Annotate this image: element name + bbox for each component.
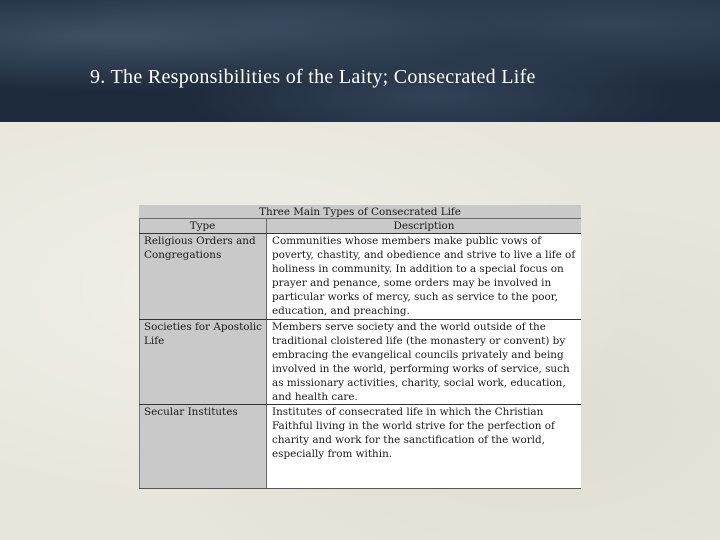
- row-2-description: Members serve society and the world outside of the traditional cloistered life (the monastery or convent) by embracing the evangelical councils privately and being involved in the world, performing works of service, such as missionary activities, charity, social work, education, and health care.: [272, 321, 570, 403]
- row-1-description: Communities whose members make public vows of poverty, chastity, and obedience and strive to live a life of holiness in community. In addition to a special focus on prayer and penance, some orders may be involved in particular works of mercy, such as service to the poor, education, and preaching.: [272, 235, 576, 317]
- row-1-type: Religious Orders and Congregations: [144, 235, 256, 261]
- slide-title: 9. The Responsibilities of the Laity; Consecrated Life: [90, 66, 536, 88]
- row-3-description: Institutes of consecrated life in which the Christian Faithful living in the world strive for the perfection of charity and work for the sanctification of the world, especially from within.: [272, 406, 555, 460]
- table-bottom-border: [139, 488, 581, 489]
- row-2-type: Societies for Apostolic Life: [144, 321, 262, 347]
- row-3-type: Secular Institutes: [144, 406, 238, 418]
- column-header-description: Description: [267, 219, 581, 233]
- table-header-row: [139, 219, 581, 234]
- column-header-type: Type: [189, 220, 216, 232]
- consecrated-life-table: [139, 205, 581, 489]
- table-left-border: [139, 205, 140, 489]
- slide-header: [0, 0, 720, 122]
- table-caption: Three Main Types of Consecrated Life: [139, 205, 581, 219]
- row-separator: [139, 404, 581, 405]
- row-separator: [139, 319, 581, 320]
